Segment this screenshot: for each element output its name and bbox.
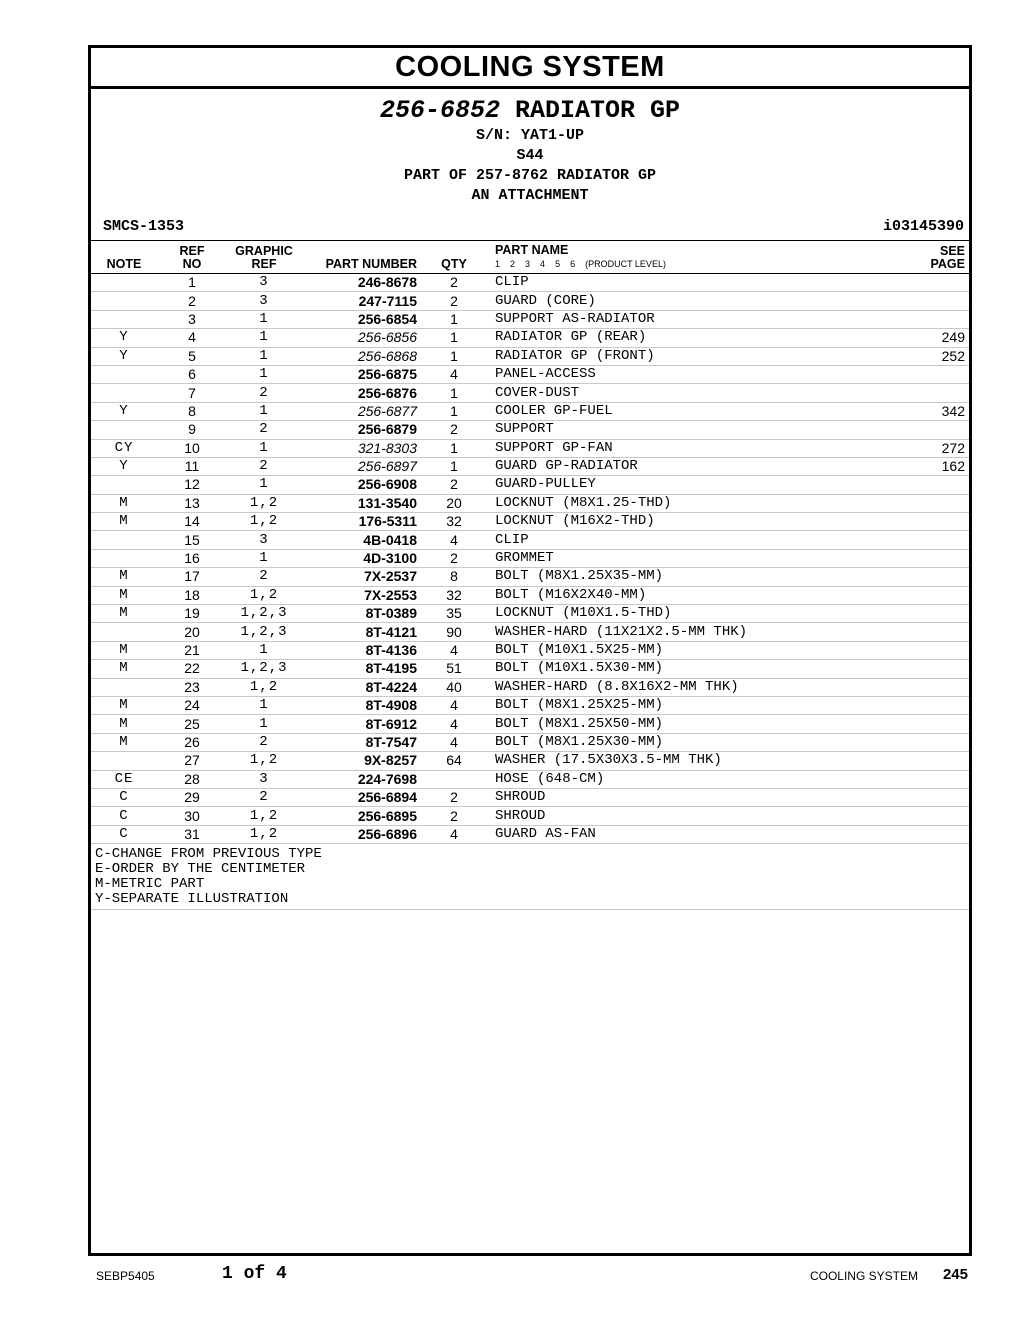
ref-no-cell: 5 [157,347,227,365]
graphic-ref-cell: 1 [227,549,301,567]
see-page-cell [887,292,969,310]
part-number-cell: 8T-4908 [301,696,421,714]
qty-cell: 4 [421,715,487,733]
note-cell: M [91,715,157,733]
part-name-cell: HOSE (648-CM) [487,770,887,788]
table-row [91,531,969,549]
see-page-cell [887,476,969,494]
note-cell: M [91,494,157,512]
ref-no-cell: 3 [157,310,227,328]
ref-no-cell: 30 [157,807,227,825]
graphic-ref-cell: 2 [227,457,301,475]
part-number-cell: 247-7115 [301,292,421,310]
qty-cell: 32 [421,586,487,604]
note-cell: Y [91,329,157,347]
see-page-cell [887,678,969,696]
graphic-ref-cell: 1 [227,347,301,365]
graphic-ref-cell: 1,2,3 [227,660,301,678]
qty-cell: 1 [421,310,487,328]
qty-cell: 4 [421,641,487,659]
part-number-cell: 4B-0418 [301,531,421,549]
part-number-cell: 9X-8257 [301,752,421,770]
ref-no-cell: 24 [157,696,227,714]
table-row [91,623,969,641]
note-cell [91,476,157,494]
legend-item: Y-SEPARATE ILLUSTRATION [95,891,289,908]
part-number-cell: 131-3540 [301,494,421,512]
graphic-ref-cell: 2 [227,384,301,402]
qty-cell: 1 [421,457,487,475]
part-number-cell: 256-6895 [301,807,421,825]
table-row [91,347,969,365]
note-cell: M [91,641,157,659]
note-cell: M [91,513,157,531]
part-number-cell: 7X-2553 [301,586,421,604]
serial-number: S/N: YAT1-UP [475,127,585,144]
note-cell: CY [91,439,157,457]
part-name-cell: SHROUD [487,807,887,825]
table-row [91,457,969,475]
part-number-cell: 256-6877 [301,402,421,420]
ref-no-cell: 23 [157,678,227,696]
part-name-cell: LOCKNUT (M16X2-THD) [487,513,887,531]
part-number-cell: 246-8678 [301,274,421,292]
qty-cell: 1 [421,329,487,347]
table-row [91,696,969,714]
table-row [91,421,969,439]
legend-item: E-ORDER BY THE CENTIMETER [95,861,306,878]
part-number-cell: 8T-4195 [301,660,421,678]
table-row [91,770,969,788]
parts-table [91,240,969,844]
qty-cell: 2 [421,549,487,567]
note-cell: M [91,660,157,678]
part-number-cell: 176-5311 [301,513,421,531]
qty-cell: 64 [421,752,487,770]
qty-cell: 1 [421,402,487,420]
see-page-cell [887,310,969,328]
ref-no-cell: 10 [157,439,227,457]
part-number-cell: 8T-4224 [301,678,421,696]
part-name-cell: WASHER (17.5X30X3.5-MM THK) [487,752,887,770]
ref-no-cell: 6 [157,365,227,383]
product-levels: 1 2 3 4 5 6 (PRODUCT LEVEL) [495,259,666,269]
legend-item: M-METRIC PART [95,876,205,893]
graphic-ref-cell: 2 [227,568,301,586]
qty-cell: 2 [421,421,487,439]
table-row [91,733,969,751]
arrangement-code: S44 [516,147,544,164]
legend-item: C-CHANGE FROM PREVIOUS TYPE [95,846,322,863]
ref-no-cell: 8 [157,402,227,420]
group-name: RADIATOR GP [515,96,681,125]
see-page-cell [887,586,969,604]
part-number-cell: 321-8303 [301,439,421,457]
note-cell [91,549,157,567]
document-id: SEBP5405 [96,1269,155,1283]
see-page-cell [887,715,969,733]
attachment-line: AN ATTACHMENT [471,187,589,204]
graphic-ref-cell: 1 [227,329,301,347]
ref-no-cell: 20 [157,623,227,641]
part-of-line: PART OF 257-8762 RADIATOR GP [403,167,657,184]
part-number-cell: 256-6876 [301,384,421,402]
qty-cell: 1 [421,347,487,365]
note-cell [91,531,157,549]
table-row [91,678,969,696]
ref-no-cell: 16 [157,549,227,567]
note-cell: C [91,825,157,843]
part-name-cell: GROMMET [487,549,887,567]
ref-no-cell: 31 [157,825,227,843]
illustration-id: i03145390 [882,218,964,235]
group-header [91,96,969,206]
part-number-cell: 256-6908 [301,476,421,494]
qty-cell: 4 [421,733,487,751]
part-name-cell: SUPPORT GP-FAN [487,439,887,457]
part-number-cell: 8T-6912 [301,715,421,733]
part-name-cell: SHROUD [487,788,887,806]
see-page-cell [887,494,969,512]
graphic-ref-cell: 1 [227,641,301,659]
part-name-cell: PANEL-ACCESS [487,365,887,383]
note-cell [91,623,157,641]
ref-no-cell: 12 [157,476,227,494]
col-note: NOTE [106,257,142,271]
qty-cell: 51 [421,660,487,678]
ref-no-cell: 1 [157,274,227,292]
see-page-cell [887,752,969,770]
see-page-cell [887,605,969,623]
table-row [91,788,969,806]
graphic-ref-cell: 1,2 [227,494,301,512]
note-cell: M [91,605,157,623]
graphic-ref-cell: 1 [227,310,301,328]
table-row [91,402,969,420]
ref-no-cell: 25 [157,715,227,733]
see-page-cell [887,274,969,292]
table-row [91,274,969,292]
table-row [91,549,969,567]
part-name-cell: GUARD (CORE) [487,292,887,310]
part-name-cell: RADIATOR GP (FRONT) [487,347,887,365]
ref-no-cell: 17 [157,568,227,586]
note-cell [91,384,157,402]
see-page-cell [887,623,969,641]
part-name-cell: BOLT (M10X1.5X30-MM) [487,660,887,678]
col-qty: QTY [441,257,467,271]
part-name-cell: GUARD-PULLEY [487,476,887,494]
graphic-ref-cell: 1,2 [227,807,301,825]
graphic-ref-cell: 1,2,3 [227,623,301,641]
part-number-cell: 256-6894 [301,788,421,806]
footer-section: COOLING SYSTEM [809,1269,918,1283]
part-number-cell: 256-6856 [301,329,421,347]
note-cell [91,421,157,439]
table-row [91,310,969,328]
qty-cell: 32 [421,513,487,531]
part-name-cell: RADIATOR GP (REAR) [487,329,887,347]
qty-cell: 2 [421,788,487,806]
see-page-cell: 249 [887,329,969,347]
qty-cell: 4 [421,696,487,714]
section-title: COOLING SYSTEM [91,48,969,89]
table-row [91,384,969,402]
graphic-ref-cell: 3 [227,531,301,549]
part-name-cell: BOLT (M10X1.5X25-MM) [487,641,887,659]
qty-cell: 2 [421,274,487,292]
table-row [91,807,969,825]
qty-cell: 2 [421,292,487,310]
ref-no-cell: 13 [157,494,227,512]
qty-cell: 2 [421,476,487,494]
parts-page-frame [88,45,972,1256]
table-row [91,476,969,494]
qty-cell: 8 [421,568,487,586]
table-row [91,513,969,531]
part-name-cell: LOCKNUT (M10X1.5-THD) [487,605,887,623]
part-name-cell: SUPPORT [487,421,887,439]
part-name-cell: BOLT (M8X1.25X30-MM) [487,733,887,751]
graphic-ref-cell: 1,2 [227,678,301,696]
graphic-ref-cell: 1 [227,365,301,383]
table-row [91,715,969,733]
see-page-cell [887,641,969,659]
part-number-cell: 8T-7547 [301,733,421,751]
note-cell: Y [91,347,157,365]
note-cell: Y [91,402,157,420]
ref-no-cell: 26 [157,733,227,751]
part-number-cell: 224-7698 [301,770,421,788]
qty-cell: 4 [421,531,487,549]
see-page-cell [887,384,969,402]
col-see-page: SEE PAGE [930,244,965,271]
part-name-cell: BOLT (M8X1.25X50-MM) [487,715,887,733]
see-page-cell [887,531,969,549]
note-cell: C [91,788,157,806]
part-name-cell: BOLT (M8X1.25X25-MM) [487,696,887,714]
note-cell: M [91,733,157,751]
table-row [91,494,969,512]
note-cell [91,365,157,383]
ref-no-cell: 18 [157,586,227,604]
see-page-cell [887,733,969,751]
group-title [91,96,969,126]
note-cell: M [91,586,157,604]
ref-no-cell: 21 [157,641,227,659]
page-of: 1 of 4 [222,1264,287,1284]
see-page-cell [887,770,969,788]
group-part-number: 256-6852 [379,96,500,125]
table-row [91,605,969,623]
part-number-cell: 256-6896 [301,825,421,843]
page-footer [96,1262,968,1286]
table-row [91,825,969,843]
col-graphic-ref: GRAPHIC REF [235,244,293,271]
graphic-ref-cell: 2 [227,733,301,751]
ref-no-cell: 22 [157,660,227,678]
ref-no-cell: 28 [157,770,227,788]
qty-cell: 20 [421,494,487,512]
ref-no-cell: 15 [157,531,227,549]
part-number-cell: 256-6854 [301,310,421,328]
see-page-cell [887,568,969,586]
note-cell: CE [91,770,157,788]
part-name-cell: COOLER GP-FUEL [487,402,887,420]
part-number-cell: 256-6879 [301,421,421,439]
qty-cell: 90 [421,623,487,641]
col-part-number: PART NUMBER [325,257,417,271]
part-name-cell: LOCKNUT (M8X1.25-THD) [487,494,887,512]
see-page-cell [887,807,969,825]
graphic-ref-cell: 2 [227,421,301,439]
table-header-row [91,241,969,274]
see-page-cell [887,825,969,843]
col-part-name: PART NAME 1 2 3 4 5 6 (PRODUCT LEVEL) [487,241,887,274]
ref-no-cell: 14 [157,513,227,531]
ref-no-cell: 11 [157,457,227,475]
see-page-cell: 342 [887,402,969,420]
note-cell: C [91,807,157,825]
see-page-cell: 252 [887,347,969,365]
part-name-cell: SUPPORT AS-RADIATOR [487,310,887,328]
part-name-cell: BOLT (M8X1.25X35-MM) [487,568,887,586]
graphic-ref-cell: 1 [227,402,301,420]
qty-cell: 40 [421,678,487,696]
note-cell [91,752,157,770]
see-page-cell [887,365,969,383]
part-number-cell: 7X-2537 [301,568,421,586]
graphic-ref-cell: 1,2 [227,752,301,770]
ref-no-cell: 27 [157,752,227,770]
part-number-cell: 8T-4136 [301,641,421,659]
note-cell: Y [91,457,157,475]
see-page-cell [887,421,969,439]
table-row [91,365,969,383]
smcs-row [91,214,969,240]
see-page-cell [887,549,969,567]
graphic-ref-cell: 1,2 [227,586,301,604]
graphic-ref-cell: 1 [227,715,301,733]
ref-no-cell: 29 [157,788,227,806]
ref-no-cell: 4 [157,329,227,347]
graphic-ref-cell: 1 [227,476,301,494]
table-row [91,329,969,347]
part-name-cell: GUARD AS-FAN [487,825,887,843]
graphic-ref-cell: 2 [227,788,301,806]
qty-cell [421,770,487,788]
note-cell: M [91,696,157,714]
part-name-cell: GUARD GP-RADIATOR [487,457,887,475]
part-number-cell: 256-6897 [301,457,421,475]
part-number-cell: 256-6868 [301,347,421,365]
see-page-cell: 162 [887,457,969,475]
note-cell [91,274,157,292]
see-page-cell [887,696,969,714]
graphic-ref-cell: 1 [227,439,301,457]
graphic-ref-cell: 1,2 [227,513,301,531]
table-row [91,641,969,659]
qty-cell: 4 [421,825,487,843]
table-row [91,568,969,586]
graphic-ref-cell: 1,2,3 [227,605,301,623]
note-cell: M [91,568,157,586]
table-row [91,660,969,678]
graphic-ref-cell: 3 [227,770,301,788]
ref-no-cell: 2 [157,292,227,310]
part-name-cell: CLIP [487,274,887,292]
part-name-cell: WASHER-HARD (8.8X16X2-MM THK) [487,678,887,696]
part-number-cell: 8T-0389 [301,605,421,623]
part-name-cell: CLIP [487,531,887,549]
part-number-cell: 8T-4121 [301,623,421,641]
ref-no-cell: 9 [157,421,227,439]
see-page-cell: 272 [887,439,969,457]
graphic-ref-cell: 1 [227,696,301,714]
see-page-cell [887,788,969,806]
table-row [91,292,969,310]
ref-no-cell: 19 [157,605,227,623]
graphic-ref-cell: 3 [227,292,301,310]
graphic-ref-cell: 3 [227,274,301,292]
part-number-cell: 4D-3100 [301,549,421,567]
part-number-cell: 256-6875 [301,365,421,383]
part-name-cell: WASHER-HARD (11X21X2.5-MM THK) [487,623,887,641]
qty-cell: 1 [421,439,487,457]
ref-no-cell: 7 [157,384,227,402]
graphic-ref-cell: 1,2 [227,825,301,843]
col-ref-no: REF NO [179,244,205,271]
table-row [91,752,969,770]
part-name-cell: COVER-DUST [487,384,887,402]
qty-cell: 4 [421,365,487,383]
see-page-cell [887,660,969,678]
table-row [91,586,969,604]
table-row [91,439,969,457]
see-page-cell [887,513,969,531]
qty-cell: 35 [421,605,487,623]
note-cell [91,310,157,328]
notes-legend [91,844,969,910]
part-name-cell: BOLT (M16X2X40-MM) [487,586,887,604]
page-number: 245 [942,1266,968,1283]
note-cell [91,678,157,696]
note-cell [91,292,157,310]
qty-cell: 2 [421,807,487,825]
qty-cell: 1 [421,384,487,402]
smcs-code: SMCS-1353 [103,218,185,235]
